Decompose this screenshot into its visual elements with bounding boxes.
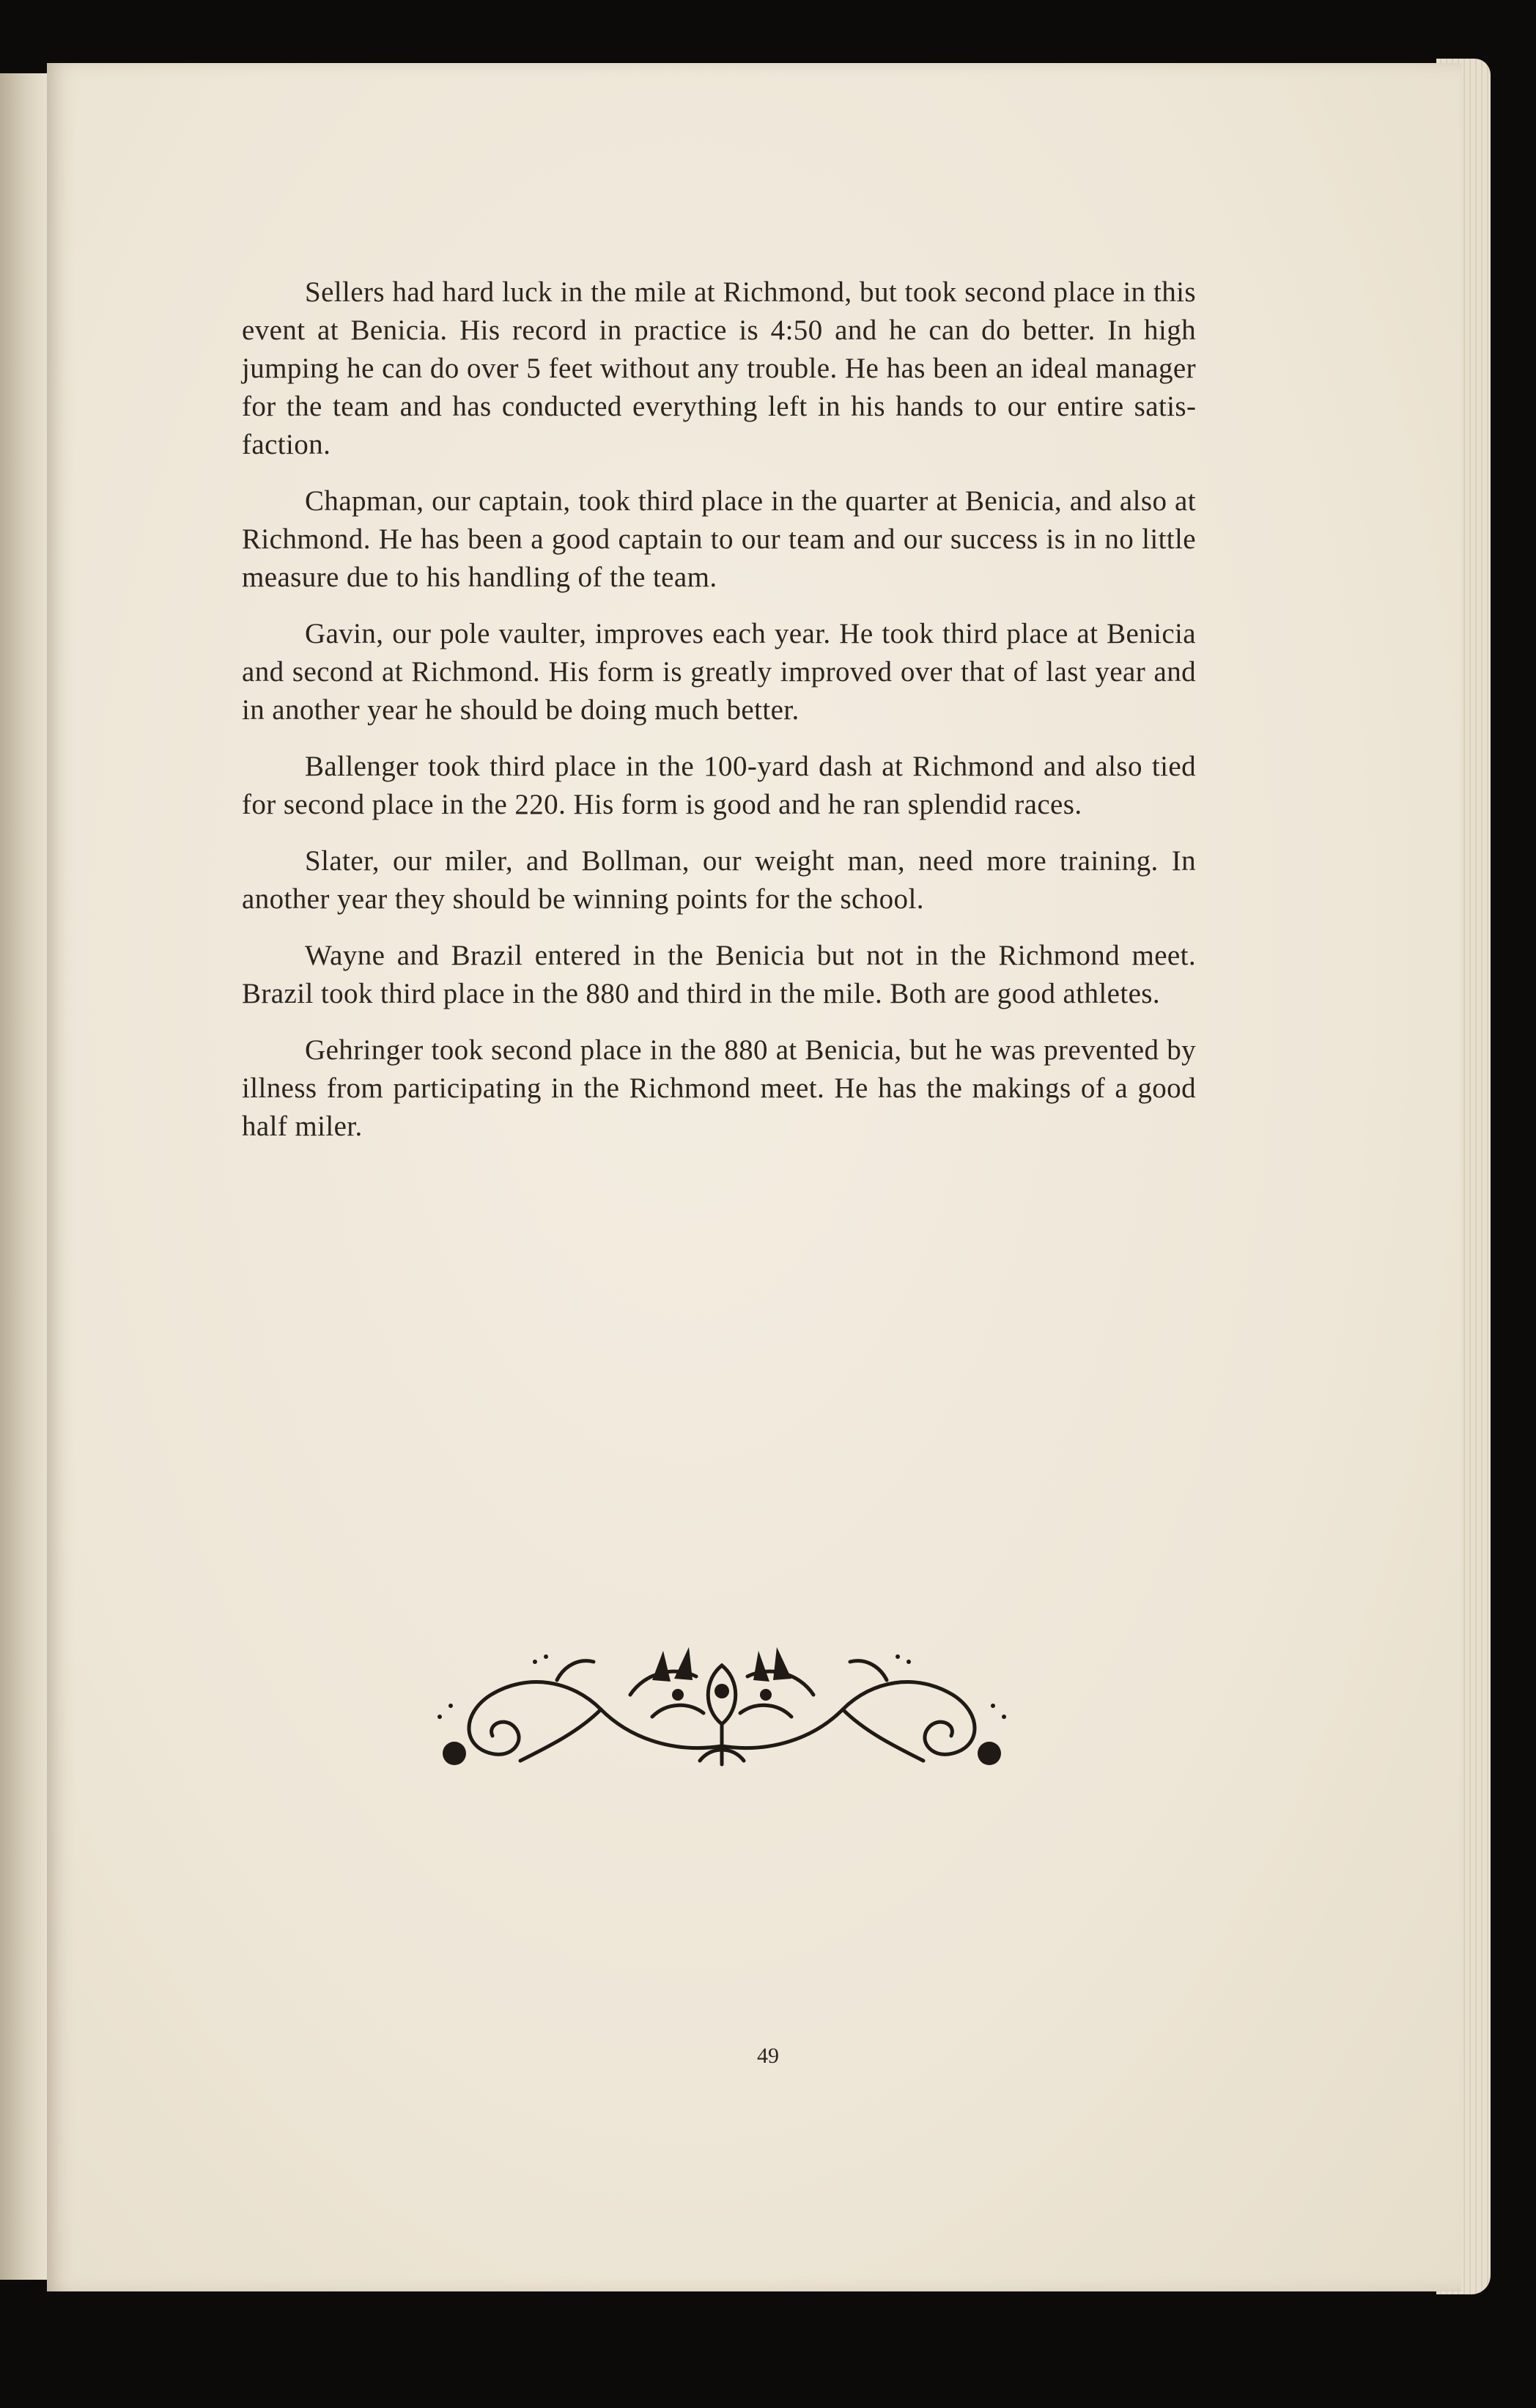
paragraph-sellers: Sellers had hard luck in the mile at Richmond, but took second place in this event at Benicia. His record in practice is 4:50 and he can do better. In high jumping he can do over 5 feet without any trouble. He has been an ideal manager for the team and has conducted everything left in his hands to our entire satisfaction. — [242, 276, 1196, 460]
paragraph-gavin: Gavin, our pole vaulter, improves each year. He took third place at Benicia and second at Richmond. His form is greatly improved over that of last year and in another year he should be doing much better. — [242, 618, 1196, 726]
page-number: 49 — [757, 2044, 779, 2068]
paragraph-wayne-brazil: Wayne and Brazil entered in the Benicia but not in the Richmond meet. Brazil took third place in the 880 and third in the mile. Both are good athletes. — [242, 940, 1196, 1009]
paragraph-ballenger: Ballenger took third place in the 100-yard dash at Richmond and also tied for second place in the 220. His form is good and he ran splendid races. — [242, 751, 1196, 820]
decorative-scroll-ornament-icon — [410, 1636, 1033, 1783]
paragraph-gehringer: Gehringer took second place in the 880 at Benicia, but he was prevented by illness from participating in the Richmond meet. He has the makings of a good half miler. — [242, 1034, 1196, 1142]
paragraph-chapman: Chapman, our captain, took third place in the quarter at Benicia, and also at Richmond. He has been a good captain to our team and our success is in no little measure due to his handling of the team. — [242, 485, 1196, 593]
previous-page-edge — [0, 73, 48, 2280]
paragraph-slater-bollman: Slater, our miler, and Bollman, our weight man, need more training. In another year they should be winning points for the school. — [242, 845, 1196, 915]
body-text — [242, 273, 1196, 1164]
